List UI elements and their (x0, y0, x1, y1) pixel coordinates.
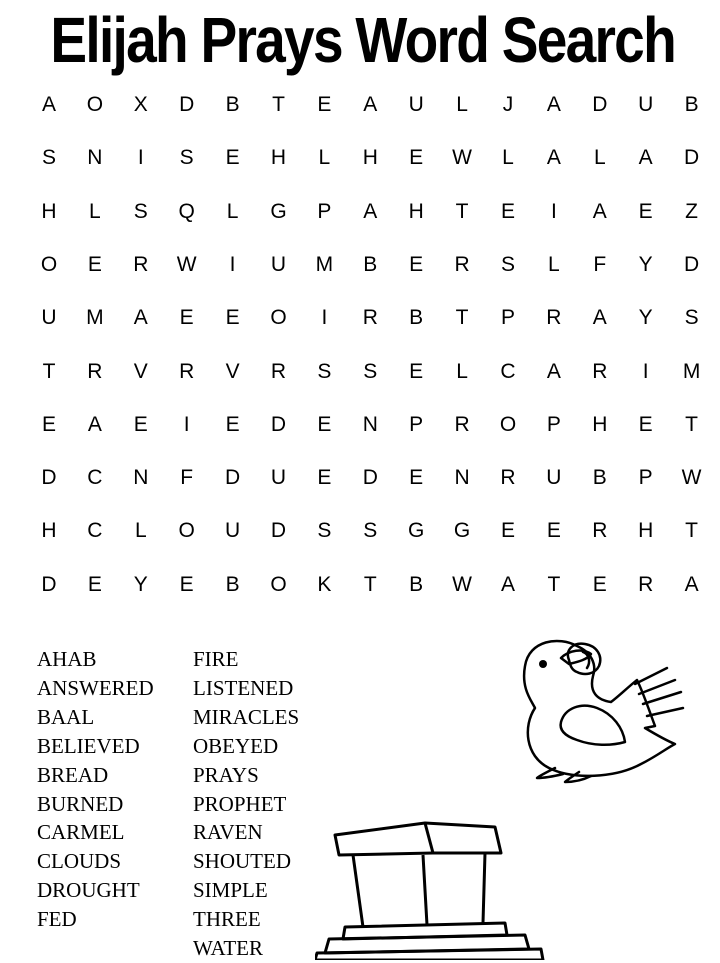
grid-letter: T (42, 359, 56, 383)
grid-letter: L (89, 199, 101, 223)
word-list-item: BURNED (37, 791, 124, 816)
grid-letter: I (229, 252, 236, 276)
grid-letter: H (41, 519, 57, 543)
grid-letter: E (409, 252, 424, 276)
word-list-item: RAVEN (193, 820, 263, 845)
grid-letter: G (453, 519, 471, 543)
grid-letter: B (225, 93, 240, 116)
grid-letter: E (225, 306, 240, 330)
grid-letter: B (684, 93, 699, 116)
word-list-item: LISTENED (193, 675, 294, 700)
grid-letter: I (137, 146, 144, 170)
grid-letter: P (546, 412, 561, 436)
word-list-item: CLOUDS (37, 849, 122, 874)
grid-letter: U (270, 252, 287, 276)
grid-letter: E (409, 146, 424, 170)
grid-letter: R (592, 519, 608, 543)
grid-letter: S (133, 199, 148, 223)
grid-letter: Z (685, 199, 698, 223)
grid-letter: P (409, 412, 424, 436)
grid-letter: W (176, 252, 197, 276)
grid-letter: B (363, 252, 378, 276)
grid-letter: H (592, 412, 608, 436)
grid-letter: P (500, 306, 515, 330)
grid-letter: D (270, 519, 287, 543)
grid-letter: E (592, 572, 607, 596)
grid-letter: S (500, 252, 515, 276)
grid-row (26, 238, 716, 292)
grid-letter: E (409, 359, 424, 383)
grid-letter: T (685, 519, 698, 543)
altar-icon (315, 815, 545, 960)
grid-letter: R (87, 359, 103, 383)
grid-letter: W (681, 466, 702, 490)
grid-letter: L (226, 199, 239, 223)
grid-letter: O (270, 572, 287, 596)
grid-letter: O (178, 519, 195, 543)
grid-row (26, 345, 716, 399)
grid-letter: N (362, 412, 378, 436)
word-list-column-1 (37, 645, 154, 934)
grid-letter: M (682, 359, 701, 383)
grid-letter: T (455, 306, 469, 330)
grid-letter: A (592, 306, 607, 330)
grid-letter: N (454, 466, 470, 490)
grid-row (26, 78, 716, 132)
grid-letter: E (317, 466, 332, 490)
grid-letter: I (183, 412, 190, 436)
grid-letter: R (454, 252, 470, 276)
grid-row (26, 291, 716, 345)
grid-letter: R (546, 306, 562, 330)
grid-row (26, 131, 716, 185)
grid-letter: L (318, 146, 331, 170)
grid-letter: O (499, 412, 517, 436)
grid-letter: V (225, 359, 240, 383)
grid-letter: L (502, 146, 514, 170)
grid-letter: R (133, 252, 149, 276)
grid-letter: B (409, 572, 424, 596)
grid-letter: M (315, 252, 334, 276)
grid-letter: H (41, 199, 57, 223)
grid-row (26, 451, 716, 505)
word-list-item: MIRACLES (193, 704, 300, 729)
word-list-item: BAAL (37, 704, 95, 729)
grid-letter: R (454, 412, 470, 436)
grid-letter: B (225, 572, 240, 596)
grid-letter: Q (178, 199, 195, 223)
grid-letter: E (87, 572, 102, 596)
grid-letter: R (362, 306, 378, 330)
grid-letter: A (500, 572, 515, 596)
grid-letter: R (179, 359, 195, 383)
grid-letter: A (684, 572, 699, 596)
grid-letter: U (408, 93, 424, 116)
word-list-item: BREAD (37, 762, 109, 787)
grid-letter: A (363, 93, 378, 116)
grid-letter: E (500, 199, 515, 223)
grid-letter: Y (638, 252, 653, 276)
grid-letter: J (502, 93, 514, 116)
word-list-item: DROUGHT (37, 878, 140, 903)
word-list-item: SIMPLE (193, 878, 268, 903)
grid-letter: E (317, 412, 332, 436)
grid-letter: H (408, 199, 424, 223)
grid-letter: R (270, 359, 287, 383)
grid-letter: L (456, 93, 468, 116)
grid-letter: A (546, 359, 561, 383)
grid-letter: D (270, 412, 287, 436)
word-list-item: CARMEL (37, 820, 125, 845)
grid-letter: K (317, 572, 332, 596)
word-list-item: BELIEVED (37, 733, 140, 758)
grid-letter: S (363, 359, 378, 383)
grid-letter: S (317, 359, 332, 383)
grid-letter: C (87, 466, 103, 490)
grid-letter: R (500, 466, 516, 490)
grid-letter: T (272, 93, 285, 116)
grid-letter: S (179, 146, 194, 170)
grid-letter: A (546, 146, 561, 170)
grid-letter: P (638, 466, 653, 490)
grid-row (26, 504, 716, 558)
grid-letter: N (133, 466, 149, 490)
grid-letter: S (684, 306, 699, 330)
grid-row (26, 558, 716, 612)
grid-letter: T (685, 412, 698, 436)
grid-letter: I (550, 199, 557, 223)
grid-letter: E (409, 466, 424, 490)
grid-letter: V (133, 359, 148, 383)
word-list-item: FIRE (193, 647, 239, 671)
grid-letter: L (456, 359, 468, 383)
grid-letter: X (133, 93, 148, 116)
grid-letter: O (270, 306, 287, 330)
word-list-item: SHOUTED (193, 849, 291, 874)
grid-letter: L (548, 252, 560, 276)
grid-letter: U (638, 93, 654, 116)
grid-letter: B (409, 306, 424, 330)
grid-letter: U (225, 519, 241, 543)
grid-letter: F (180, 466, 194, 490)
word-list (37, 645, 337, 960)
grid-letter: S (363, 519, 378, 543)
grid-letter: G (408, 519, 425, 543)
grid-letter: A (87, 412, 102, 436)
grid-row (26, 185, 716, 239)
grid-letter: L (593, 146, 606, 170)
grid-letter: E (500, 519, 515, 543)
grid-letter: E (546, 519, 561, 543)
grid-letter: R (592, 359, 608, 383)
grid-letter: D (684, 146, 700, 170)
grid-letter: W (452, 572, 472, 596)
grid-letter: D (225, 466, 241, 490)
grid-letter: D (362, 466, 378, 490)
word-list-item: AHAB (37, 647, 97, 671)
grid-letter: Y (133, 572, 148, 596)
grid-letter: D (684, 252, 700, 276)
grid-letter: A (546, 93, 561, 116)
word-list-item: FED (37, 907, 77, 932)
grid-letter: O (40, 252, 58, 276)
grid-letter: E (638, 412, 653, 436)
word-list-item: OBEYED (193, 733, 279, 758)
grid-letter: W (452, 146, 472, 170)
grid-letter: A (41, 93, 56, 116)
grid-letter: B (592, 466, 607, 490)
grid-letter: I (321, 306, 328, 330)
grid-letter: A (638, 146, 653, 170)
word-list-item: WATER (193, 936, 263, 961)
grid-letter: Y (638, 306, 653, 330)
letter-grid (26, 78, 716, 614)
grid-letter: A (133, 306, 148, 330)
grid-letter: H (362, 146, 378, 170)
grid-letter: C (500, 359, 516, 383)
grid-letter: E (179, 572, 194, 596)
grid-letter: U (270, 466, 287, 490)
grid-letter: D (41, 572, 57, 596)
grid-letter: A (592, 199, 607, 223)
grid-letter: D (179, 93, 195, 116)
grid-letter: I (642, 359, 649, 383)
grid-letter: H (270, 146, 287, 170)
word-list-item: ANSWERED (37, 675, 154, 700)
grid-letter: C (87, 519, 103, 543)
grid-letter: E (225, 146, 240, 170)
grid-letter: T (363, 572, 377, 596)
grid-letter: P (317, 199, 332, 223)
grid-letter: O (86, 93, 104, 116)
grid-letter: N (87, 146, 103, 170)
word-list-item: PRAYS (193, 762, 259, 787)
grid-letter: S (317, 519, 332, 543)
grid-letter: S (41, 146, 56, 170)
grid-letter: U (546, 466, 562, 490)
grid-letter: G (270, 199, 287, 223)
grid-letter: L (134, 519, 147, 543)
grid-letter: A (363, 199, 378, 223)
grid-letter: F (593, 252, 607, 276)
word-list-column-2 (193, 645, 299, 963)
grid-letter: R (638, 572, 654, 596)
word-list-item: PROPHET (193, 791, 287, 816)
grid-letter: U (41, 306, 57, 330)
grid-letter: E (87, 252, 102, 276)
grid-letter: E (225, 412, 240, 436)
grid-letter: E (179, 306, 194, 330)
page-title: Elijah Prays Word Search (50, 4, 675, 76)
grid-letter: E (133, 412, 148, 436)
grid-letter: E (638, 199, 653, 223)
word-list-item: THREE (193, 907, 261, 932)
grid-letter: H (638, 519, 654, 543)
grid-letter: T (547, 572, 561, 596)
grid-letter: D (41, 466, 57, 490)
grid-letter: M (86, 306, 104, 330)
grid-row (26, 398, 716, 452)
grid-letter: E (317, 93, 332, 116)
grid-letter: D (592, 93, 608, 116)
grid-letter: T (455, 199, 469, 223)
grid-letter: E (41, 412, 56, 436)
bird-icon (515, 630, 695, 785)
